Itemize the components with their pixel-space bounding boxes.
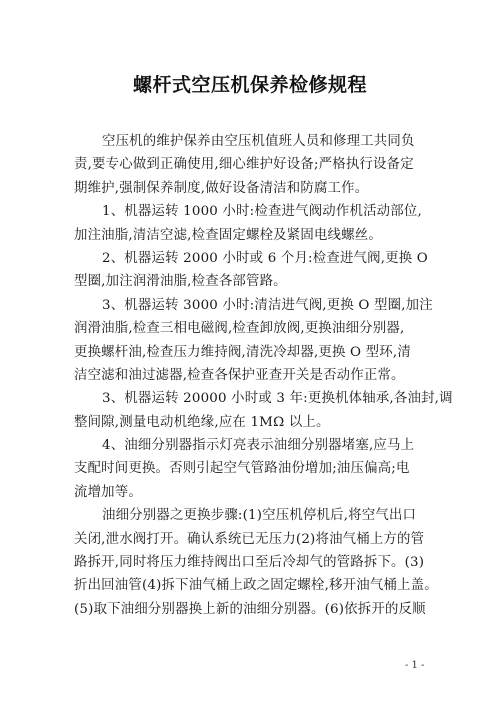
body-line: 4、油细分别器指示灯亮表示油细分别器堵塞,应马上	[102, 438, 415, 454]
body-line: 油细分别器之更换步骤:(1)空压机停机后,将空气出口	[102, 508, 417, 524]
body-line: 折出回油管(4)拆下油气桶上政之固定螺栓,移开油气桶上盖。	[74, 578, 438, 594]
body-line: 3、机器运转 20000 小时或 3 年:更换机体轴承,各油封,调	[102, 391, 453, 407]
body-line: 1、机器运转 1000 小时:检查进气阀动作机活动部位,	[102, 204, 422, 220]
body-line: 支配时间更换。否则引起空气管路油份增加;油压偏高;电	[74, 461, 410, 477]
body-line: 路拆开,同时将压力维持阀出口至后冷却气的管路拆下。(3)	[74, 555, 425, 571]
document-title: 螺杆式空压机保养检修规程	[132, 74, 367, 96]
body-line: 型圈,加注润滑油脂,检查各部管路。	[74, 274, 287, 290]
body-line: 2、机器运转 2000 小时或 6 个月:检查进气阀,更换 O	[102, 250, 428, 266]
body-line: 期维护,强制保养制度,做好设备清洁和防腐工作。	[74, 180, 369, 196]
body-line: 润滑油脂,检查三相电磁阀,检查卸放阀,更换油细分别器,	[74, 321, 405, 337]
document-body	[74, 130, 453, 621]
body-line: 流增加等。	[74, 484, 142, 500]
page-number: - 1 -	[405, 660, 425, 671]
body-line: 整间隙,测量电动机绝缘,应在 1MΩ 以上。	[74, 414, 330, 430]
body-line: 3、机器运转 3000 小时:清洁进气阀,更换 O 型圈,加注	[102, 297, 433, 313]
body-line: 关闭,泄水阀打开。确认系统已无压力(2)将油气桶上方的管	[74, 531, 425, 547]
body-line: 更换螺杆油,检查压力维持阀,清洗冷却器,更换 O 型环,清	[74, 344, 411, 360]
body-line: 洁空滤和油过滤器,检查各保护亚查开关是否动作正常。	[74, 367, 405, 383]
body-line: 加注油脂,清洁空滤,检查固定螺栓及紧固电线螺丝。	[74, 227, 382, 243]
body-line: (5)取下油细分别器换上新的油细分别器。(6)依拆开的反顺	[74, 601, 426, 617]
body-line: 责,要专心做到正确使用,细心维护好设备;严格执行设备定	[74, 157, 414, 173]
body-line: 空压机的维护保养由空压机值班人员和修理工共同负	[102, 134, 415, 149]
